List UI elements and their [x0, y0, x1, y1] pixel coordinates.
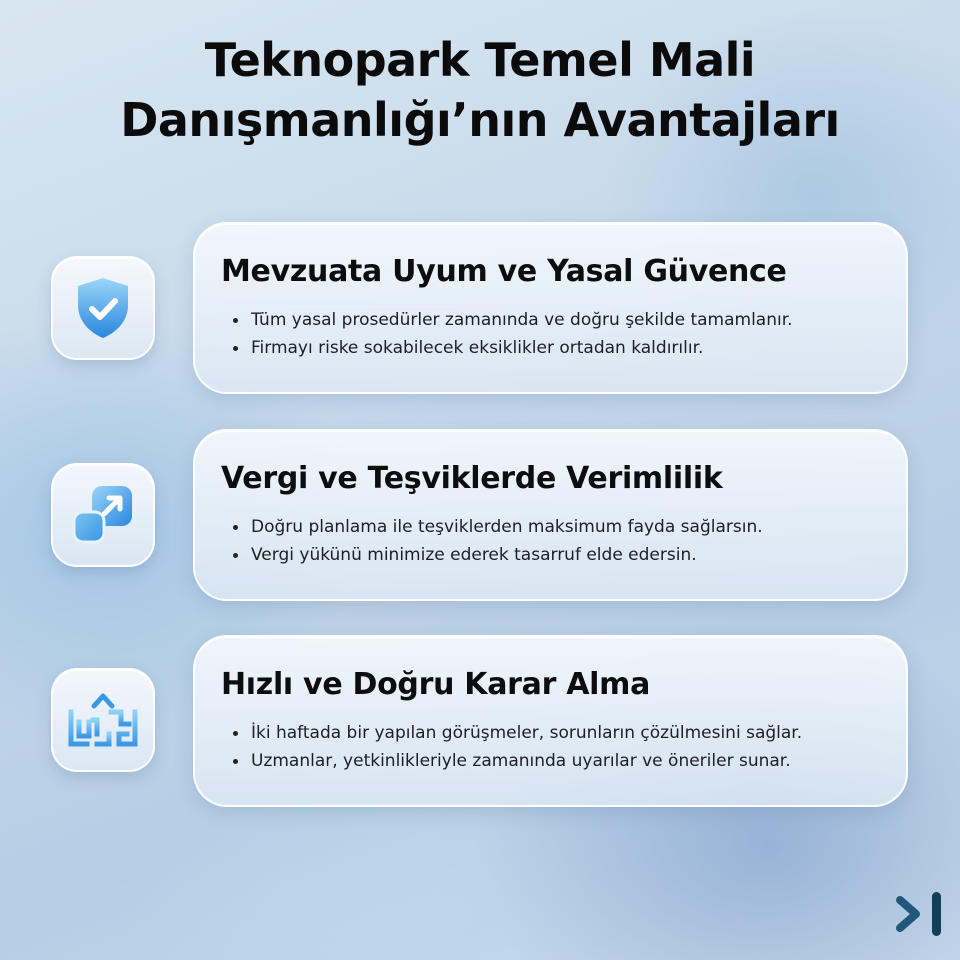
benefit-bullet: Tüm yasal prosedürler zamanında ve doğru şekilde tamamlanır.: [231, 306, 793, 334]
benefit-icon-box-compliance: [51, 256, 155, 360]
arrow-right-to-bar-icon: [856, 888, 948, 940]
benefit-bullet: Uzmanlar, yetkinlikleriyle zamanında uyarılar ve öneriler sunar.: [231, 747, 802, 775]
benefit-card-title: Hızlı ve Doğru Karar Alma: [221, 667, 651, 702]
benefit-card-decision: [193, 635, 908, 807]
benefit-bullet: Vergi yükünü minimize ederek tasarruf elde edersin.: [231, 541, 763, 569]
benefit-icon-box-tax: [51, 463, 155, 567]
benefit-bullet-list: [231, 306, 793, 362]
shield-check-icon: [68, 273, 138, 343]
benefit-card-compliance: [193, 222, 908, 394]
scale-up-arrow-icon: [68, 480, 138, 550]
maze-arrow-icon: [65, 690, 141, 750]
benefit-bullet: Doğru planlama ile teşviklerden maksimum fayda sağlarsın.: [231, 513, 763, 541]
benefit-bullet: İki haftada bir yapılan görüşmeler, sorunların çözülmesini sağlar.: [231, 719, 802, 747]
page-title-line-2: Danışmanlığı’nın Avantajları: [120, 93, 840, 147]
page-title-line-1: Teknopark Temel Mali: [204, 33, 756, 87]
benefit-card-title: Mevzuata Uyum ve Yasal Güvence: [221, 254, 787, 289]
benefit-card-title: Vergi ve Teşviklerde Verimlilik: [221, 461, 723, 496]
next-page-button[interactable]: [856, 888, 948, 940]
benefit-card-tax: [193, 429, 908, 601]
benefit-bullet-list: [231, 719, 802, 775]
page-title: [0, 30, 960, 150]
benefit-bullet-list: [231, 513, 763, 569]
benefit-bullet: Firmayı riske sokabilecek eksiklikler ortadan kaldırılır.: [231, 334, 793, 362]
benefit-icon-box-decision: [51, 668, 155, 772]
